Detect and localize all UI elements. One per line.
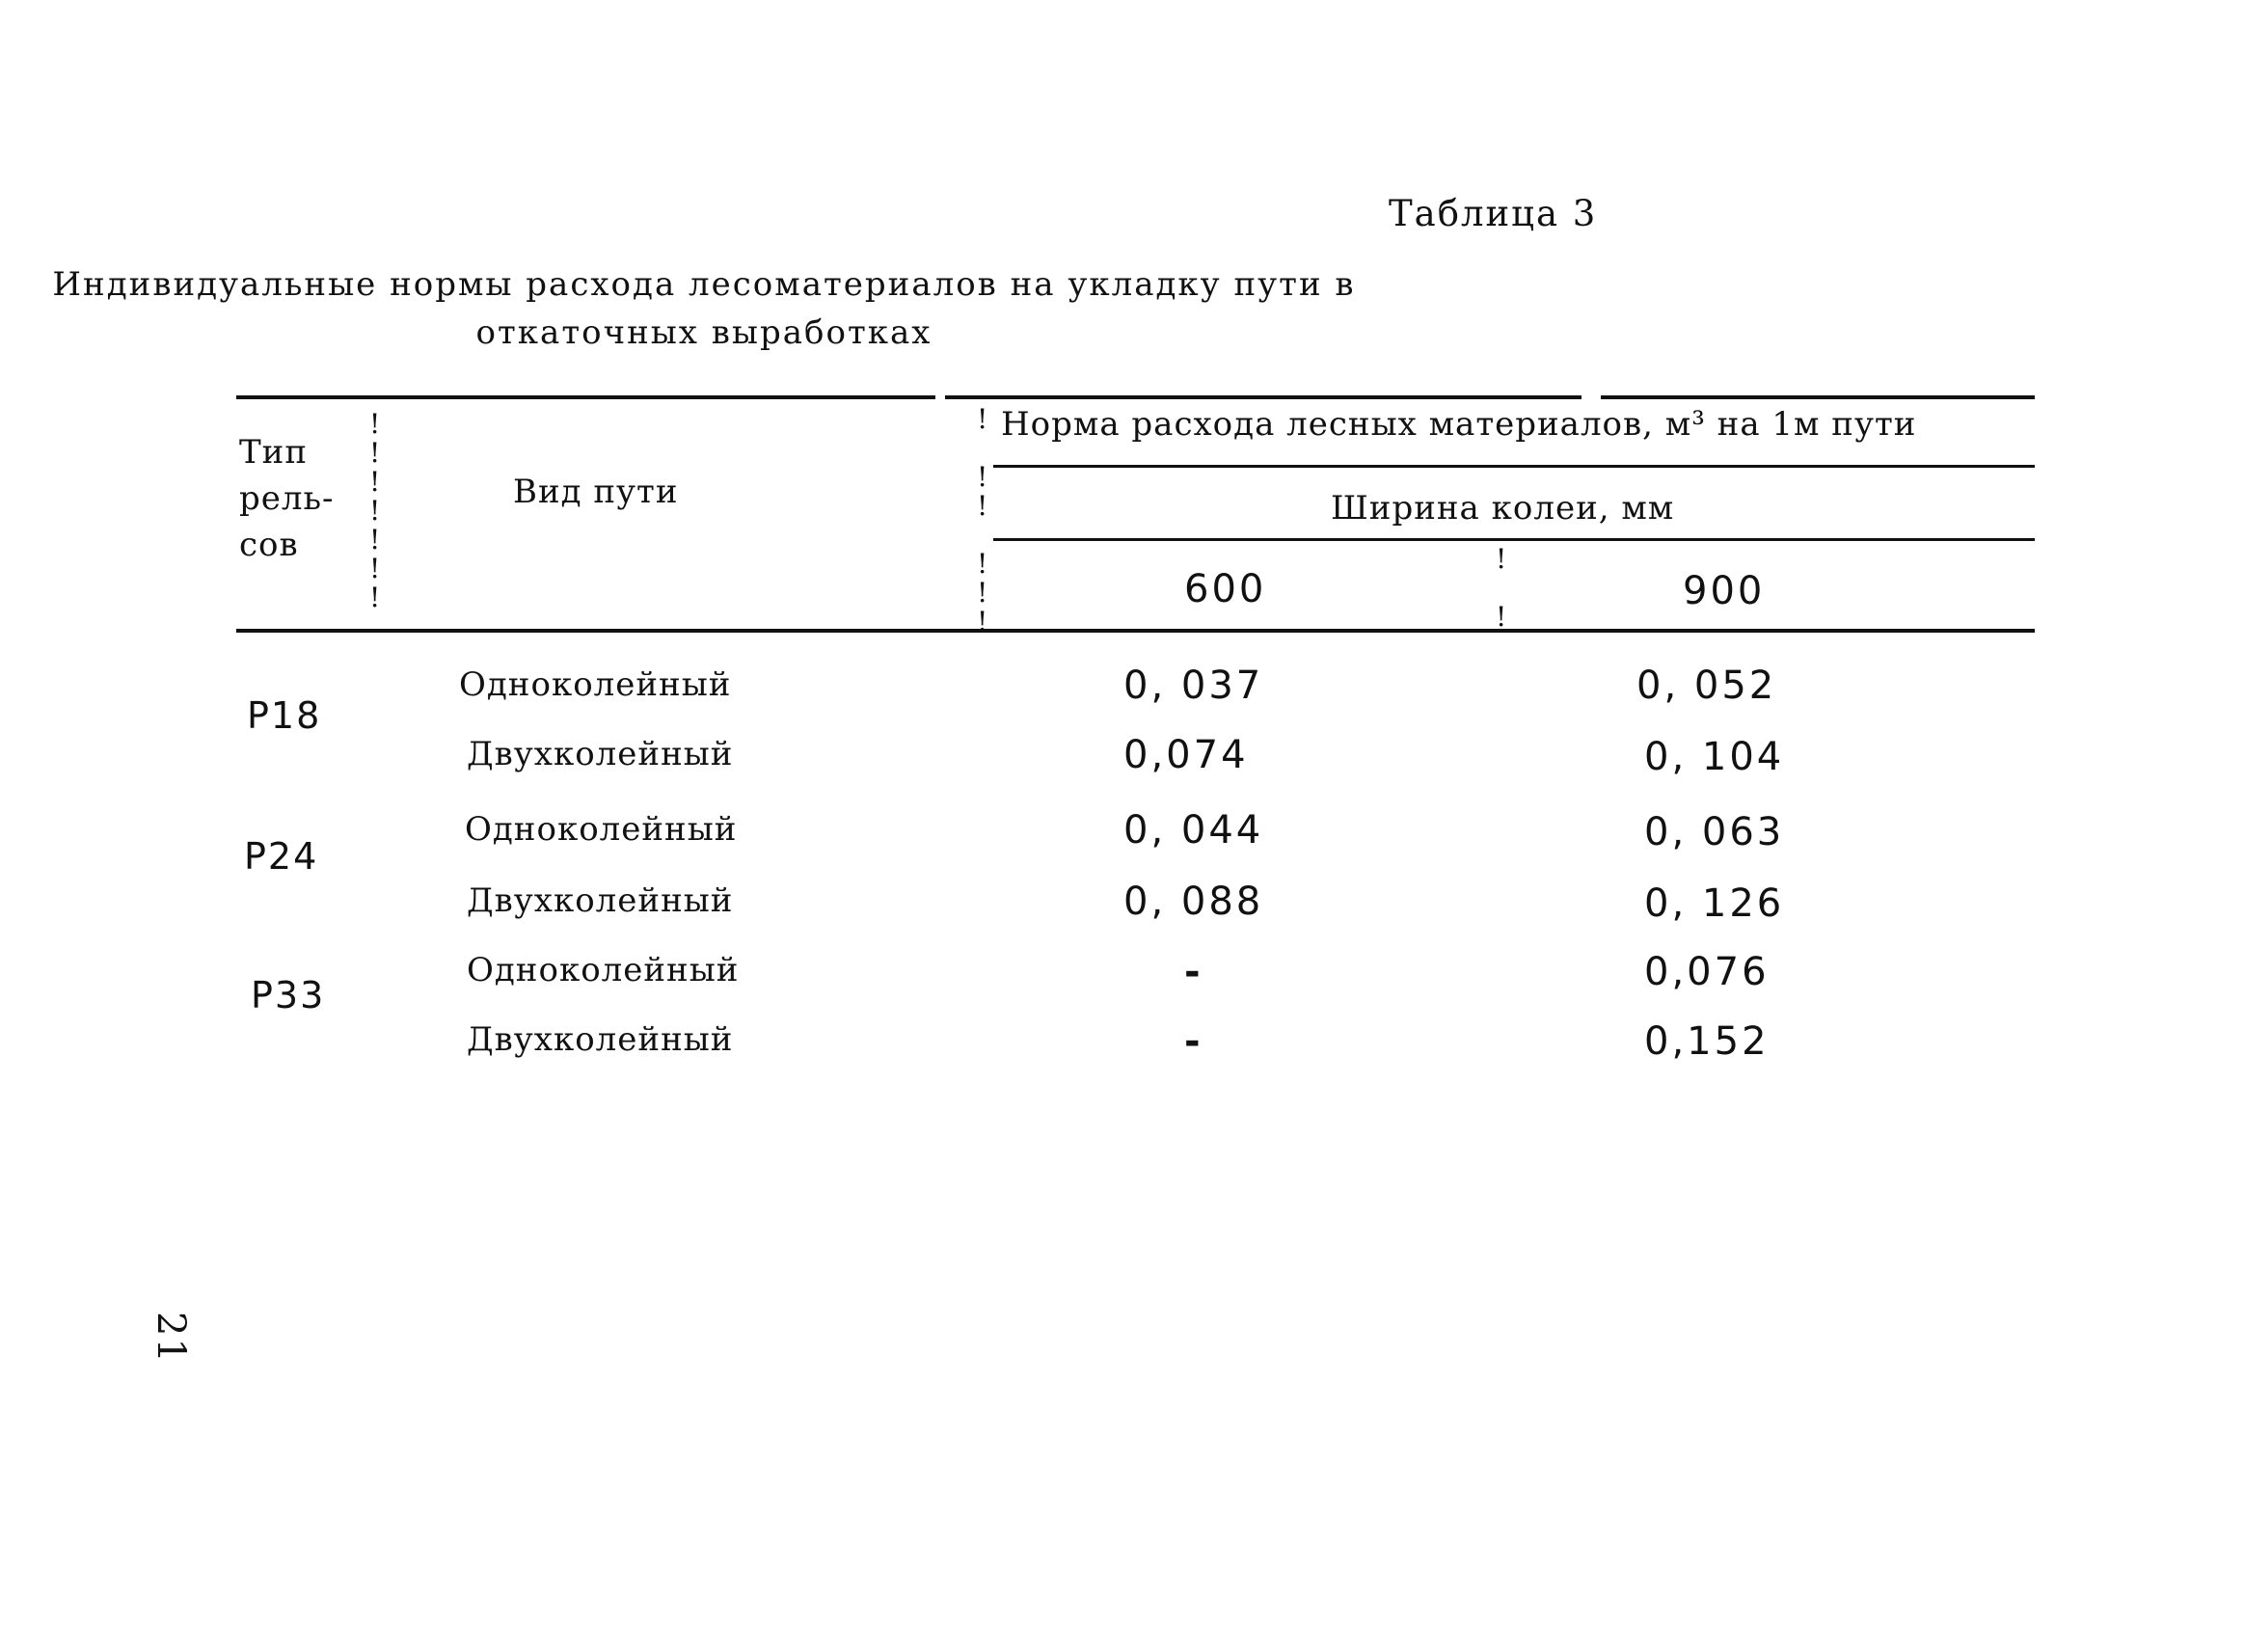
page-number: 21 [149, 1312, 193, 1365]
value-600-cell: 0, 044 [1123, 808, 1264, 853]
header-rail-type-line2: рель- [239, 479, 335, 518]
gauge-under-rule [993, 538, 2035, 541]
track-type-cell: Двухколейный [467, 881, 734, 920]
value-900-cell: 0, 126 [1644, 881, 1785, 926]
header-bottom-rule [236, 629, 2035, 633]
header-track-type: Вид пути [513, 473, 679, 511]
header-norm: Норма расхода лесных материалов, м³ на 1м пути [1001, 405, 1917, 444]
value-900-cell: 0, 104 [1644, 735, 1785, 779]
norm-under-rule [993, 465, 2035, 468]
table-title-line-1: Индивидуальные нормы расхода лесоматериалов на укладку пути в [52, 265, 1356, 304]
value-900-cell: 0,076 [1644, 950, 1770, 994]
header-gauge-600: 600 [1184, 567, 1267, 611]
top-rule-right [1601, 395, 2035, 399]
table-title-line-2: откаточных выработках [475, 313, 933, 352]
track-type-cell: Двухколейный [467, 1020, 734, 1059]
track-type-cell: Одноколейный [465, 810, 738, 849]
header-rail-type-line3: сов [239, 526, 299, 564]
header-gauge: Ширина колеи, мм [1331, 489, 1675, 528]
track-type-cell: Двухколейный [467, 735, 734, 773]
header-rail-type-line1: Тип [239, 433, 308, 472]
header-rail-type [239, 429, 334, 568]
track-type-cell: Одноколейный [459, 665, 732, 704]
rail-type-cell: Р33 [251, 974, 326, 1016]
value-600-cell: - [1184, 950, 1203, 994]
separator-col3: ! ! [1496, 543, 1507, 633]
value-600-cell: 0,074 [1123, 733, 1249, 777]
rail-type-cell: Р24 [244, 835, 319, 878]
top-rule-middle [945, 395, 1582, 399]
value-600-cell: 0, 037 [1123, 664, 1264, 708]
value-600-cell: - [1184, 1019, 1203, 1064]
table-label: Таблица 3 [1389, 193, 1598, 234]
header-gauge-900: 900 [1683, 569, 1766, 613]
separator-col2: ! ! ! ! ! ! [977, 403, 988, 637]
value-900-cell: 0, 063 [1644, 810, 1785, 854]
track-type-cell: Одноколейный [467, 951, 740, 989]
top-rule-left [236, 395, 935, 399]
value-900-cell: 0, 052 [1636, 664, 1777, 708]
value-900-cell: 0,152 [1644, 1019, 1770, 1064]
rail-type-cell: Р18 [247, 694, 322, 737]
separator-col1: ! ! ! ! ! ! ! [369, 408, 381, 613]
value-600-cell: 0, 088 [1123, 880, 1264, 924]
